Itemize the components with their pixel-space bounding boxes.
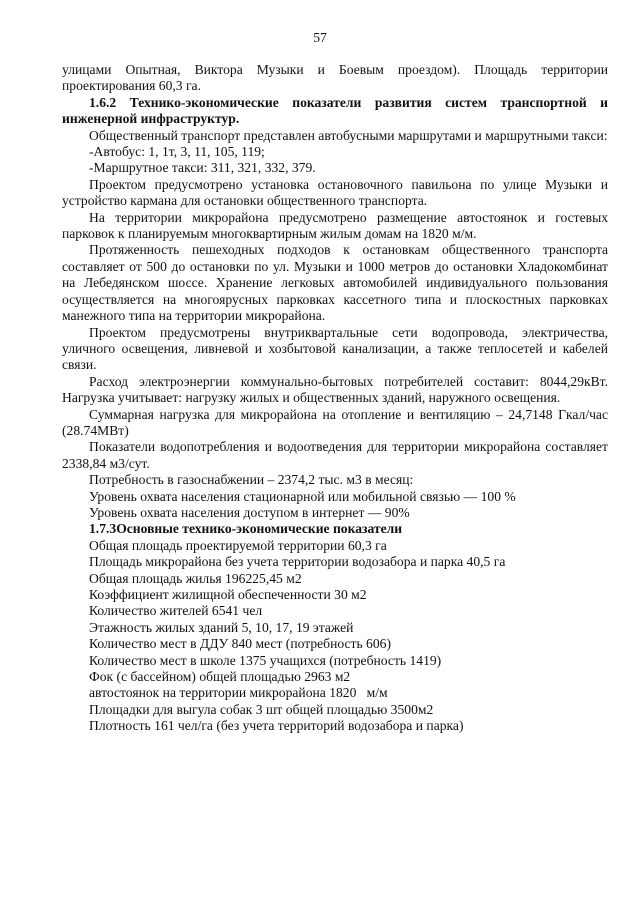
paragraph-networks: Проектом предусмотрены внутриквартальные сети водопровода, электричества, уличного освещения, ливневой и хозбытовой канализации, а также теплосетей и кабелей связи. bbox=[62, 324, 608, 373]
transport-intro-paragraph: Общественный транспорт представлен автобусными маршрутами и маршрутными такси: bbox=[89, 127, 608, 143]
paragraph-bus-stop: Проектом предусмотрено установка остановочного павильона по улице Музыки и устройство кармана для остановки общественного транспорта. bbox=[62, 176, 608, 209]
indicator-line: Общая площадь проектируемой территории 60,3 га bbox=[89, 537, 387, 553]
indicator-line: Количество жителей 6541 чел bbox=[89, 603, 263, 619]
paragraph-water: Показатели водопотребления и водоотведения для территории микрорайона составляет 2338,84 м3/сут. bbox=[62, 439, 608, 471]
internet-line: Уровень охвата населения доступом в интернет — 90% bbox=[89, 504, 410, 520]
section-1-7-3-heading: 1.7.3Основные технико-экономические показатели bbox=[89, 521, 403, 537]
indicator-line: Площадки для выгула собак 3 шт общей площадью 3500м2 bbox=[89, 701, 434, 717]
indicator-line: Коэффициент жилищной обеспеченности 30 м2 bbox=[89, 587, 367, 602]
paragraph-pedestrian: Протяженность пешеходных подходов к остановкам общественного транспорта составляет от 500 до остановки по ул. Музыки и 1000 метров до остановки Хладокомбинат на Лебедянском шоссе. Хранение легковых автомобилей индивидуального пользования осуществляется на многоярусных парковках кассетного типа и плоскостных парковках манежного типа на территории микрорайона. bbox=[62, 242, 608, 324]
indicator-line: Этажность жилых зданий 5, 10, 17, 19 этажей bbox=[89, 619, 354, 635]
taxi-routes-line: -Маршрутное такси: 311, 321, 332, 379. bbox=[89, 160, 316, 176]
bus-routes-line: -Автобус: 1, 1т, 3, 11, 105, 119; bbox=[89, 144, 265, 160]
paragraph-electricity: Расход электроэнергии коммунально-бытовых потребителей составит: 8044,29кВт. Нагрузка учитывает: нагрузку жилых и общественных зданий, наружного освещения. bbox=[62, 373, 608, 406]
indicator-line: Фок (с бассейном) общей площадью 2963 м2 bbox=[89, 669, 351, 685]
page-number: 57 bbox=[313, 30, 327, 45]
paragraph-parking: На территории микрорайона предусмотрено размещение автостоянок и гостевых парковок к планируемым многоквартирным жилым домам на 1820 м/м. bbox=[62, 209, 608, 242]
paragraph-heating: Суммарная нагрузка для микрорайона на отопление и вентиляцию – 24,7148 Гкал/час (28.74МВт) bbox=[62, 406, 608, 438]
indicator-line: Плотность 161 чел/га (без учета территорий водозабора и парка) bbox=[89, 718, 464, 734]
gas-line: Потребность в газоснабжении – 2374,2 тыс. м3 в месяц: bbox=[89, 472, 414, 488]
intro-paragraph: улицами Опытная, Виктора Музыки и Боевым проездом). Площадь территории проектирования 60,3 га. bbox=[62, 62, 608, 94]
indicator-line: Количество мест в школе 1375 учащихся (потребность 1419) bbox=[89, 652, 442, 668]
indicator-line: Количество мест в ДДУ 840 мест (потребность 606) bbox=[89, 636, 391, 652]
indicator-line: Площадь микрорайона без учета территории водозабора и парка 40,5 га bbox=[89, 554, 506, 570]
indicator-line: автостоянок на территории микрорайона 1820 м/м bbox=[89, 685, 388, 701]
indicator-line: Общая площадь жилья 196225,45 м2 bbox=[89, 570, 302, 586]
section-1-6-2-heading: 1.6.2 Технико-экономические показатели развития систем транспортной и инженерной инфраструктур. bbox=[62, 94, 608, 127]
communication-line: Уровень охвата населения стационарной или мобильной связью — 100 % bbox=[89, 488, 516, 504]
page-content bbox=[62, 62, 608, 735]
